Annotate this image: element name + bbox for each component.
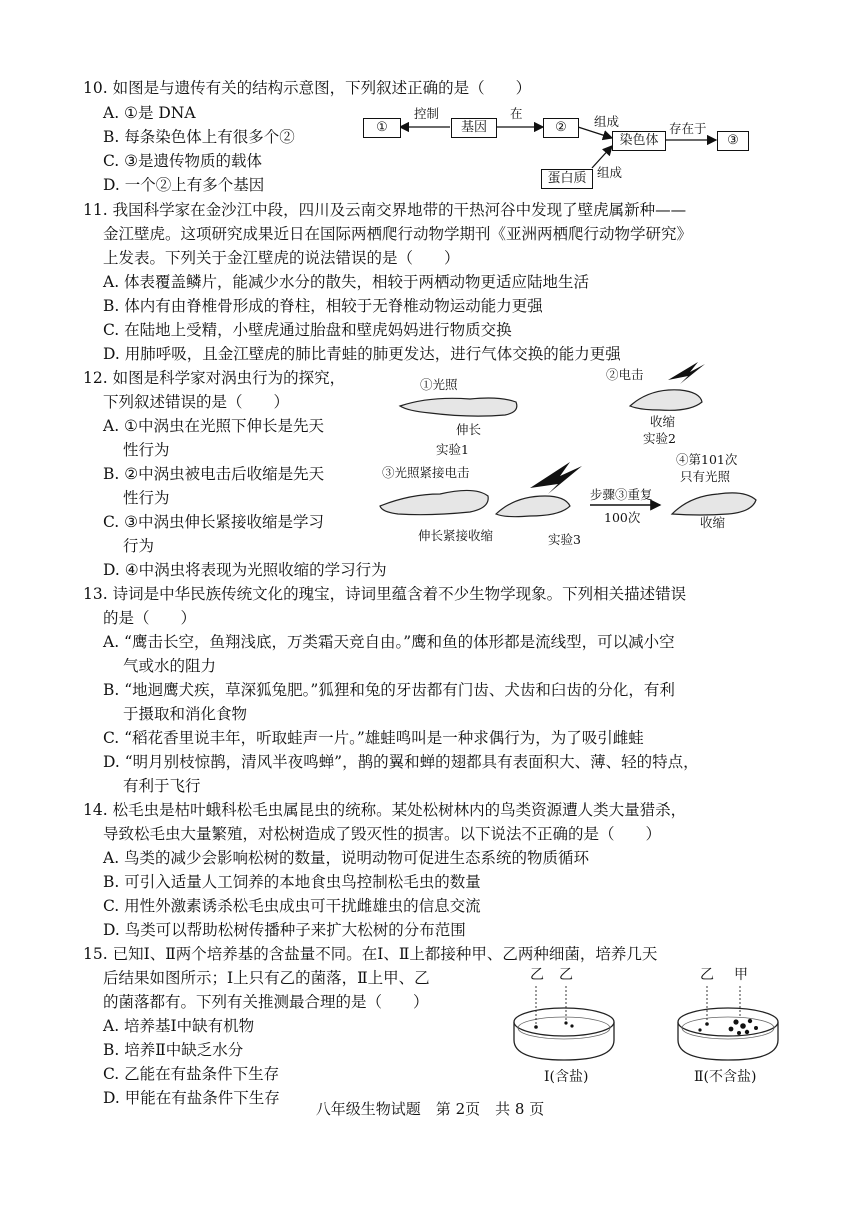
q13-stem-line-2: 的是（ ） — [103, 609, 197, 627]
q15-option-a: A. 培养基Ⅰ中缺有机物 — [103, 1017, 255, 1035]
q10-box-gene: 基因 — [451, 118, 497, 138]
q15-dish2-caption: Ⅱ(不含盐) — [694, 1069, 757, 1085]
q14-stem-line-2: 导致松毛虫大量繁殖，对松树造成了毁灭性的损害。以下说法不正确的是（ ） — [103, 825, 662, 843]
q11-option-a: A. 体表覆盖鳞片，能减少水分的散失，相较于两栖动物更适应陆地生活 — [103, 273, 590, 291]
q10-label-compose-bottom: 组成 — [597, 165, 623, 180]
q12-label-times: 100次 — [604, 510, 641, 525]
q12-label-stretch-contract: 伸长紧接收缩 — [418, 528, 494, 543]
q15-stem-line-3: 的菌落都有。下列有关推测最合理的是（ ） — [103, 993, 429, 1011]
q13-option-b-cont: 于摄取和消化食物 — [123, 705, 248, 723]
q12-label-exp3: 实验3 — [548, 532, 581, 547]
q12-label-contract4: 收缩 — [700, 515, 726, 530]
q10-label-exists-in: 存在于 — [669, 121, 707, 136]
q15-option-b: B. 培养Ⅱ中缺乏水分 — [103, 1041, 244, 1059]
q15-dish2-label-2: 甲 — [734, 967, 748, 983]
q12-label-exp2: 实验2 — [643, 431, 676, 446]
q12-option-a-cont: 性行为 — [123, 441, 170, 459]
q10-box-1: ① — [363, 118, 401, 138]
q11-stem-line-2: 金江壁虎。这项研究成果近日在国际两栖爬行动物学期刊《亚洲两栖爬行动物学研究》 — [103, 225, 693, 243]
q13-option-d-cont: 有利于飞行 — [123, 777, 201, 795]
q10-option-d: D. 一个②上有多个基因 — [103, 176, 265, 194]
q15-stem-line-2: 后结果如图所示；Ⅰ上只有乙的菌落，Ⅱ上甲、乙 — [103, 969, 430, 987]
q14-option-d: D. 鸟类可以帮助松树传播种子来扩大松树的分布范围 — [103, 921, 466, 939]
q12-label-light-shock: ③光照紧接电击 — [382, 465, 470, 480]
q10-option-c: C. ③是遗传物质的载体 — [103, 152, 263, 170]
petri-dish-1 — [514, 986, 614, 1060]
q11-option-b: B. 体内有由脊椎骨形成的脊柱，相较于无脊椎动物运动能力更强 — [103, 297, 543, 315]
q15-option-c: C. 乙能在有盐条件下生存 — [103, 1065, 280, 1083]
q10-label-in: 在 — [510, 106, 523, 121]
q11-stem-line-3: 上发表。下列关于金江壁虎的说法错误的是（ ） — [103, 249, 460, 267]
q11-option-d: D. 用肺呼吸，且金江壁虎的肺比青蛙的肺更发达，进行气体交换的能力更强 — [103, 345, 621, 363]
q13-option-b: B. “地迥鹰犬疾，草深狐兔肥。”狐狸和兔的牙齿都有门齿、犬齿和臼齿的分化，有利 — [103, 681, 675, 699]
q13-option-a-cont: 气或水的阻力 — [123, 657, 217, 675]
q15-dish1-label-1: 乙 — [530, 967, 544, 983]
q10-stem: 10. 如图是与遗传有关的结构示意图，下列叙述正确的是（ ） — [83, 79, 532, 97]
q10-box-protein: 蛋白质 — [541, 169, 593, 189]
q15-dish2-label-1: 乙 — [700, 967, 714, 983]
q12-stem-line-2: 下列叙述错误的是（ ） — [103, 393, 290, 411]
q10-option-a: A. ①是 DNA — [103, 104, 196, 122]
q12-label-stretch: 伸长 — [456, 422, 482, 437]
q12-label-trial101-line2: 只有光照 — [680, 469, 731, 484]
q15-stem-line-1: 15. 已知Ⅰ、Ⅱ两个培养基的含盐量不同。在Ⅰ、Ⅱ上都接种甲、乙两种细菌，培养几天 — [83, 945, 658, 963]
q12-label-exp1: 实验1 — [436, 442, 469, 457]
q10-box-chromosome: 染色体 — [612, 131, 666, 151]
q12-option-b-cont: 性行为 — [123, 489, 170, 507]
q12-label-trial101-line1: ④第101次 — [676, 452, 738, 467]
q13-option-c: C. “稻花香里说丰年，听取蛙声一片。”雄蛙鸣叫是一种求偶行为，为了吸引雌蛙 — [103, 729, 644, 747]
q12-label-light: ①光照 — [420, 377, 458, 392]
q10-box-3: ③ — [717, 131, 749, 151]
q12-stem-line-1: 12. 如图是科学家对涡虫行为的探究， — [83, 369, 346, 387]
q14-option-c: C. 用性外激素诱杀松毛虫成虫可干扰雌雄虫的信息交流 — [103, 897, 481, 915]
q12-option-d: D. ④中涡虫将表现为光照收缩的学习行为 — [103, 561, 387, 579]
q10-label-compose-top: 组成 — [594, 114, 620, 129]
q13-option-a: A. “鹰击长空，鱼翔浅底，万类霜天竞自由。”鹰和鱼的体形都是流线型，可以减小空 — [103, 633, 675, 651]
q10-box-2: ② — [543, 118, 579, 138]
q15-dish1-caption: Ⅰ(含盐) — [544, 1069, 589, 1085]
q11-stem-line-1: 11. 我国科学家在金沙江中段，四川及云南交界地带的干热河谷中发现了壁虎属新种—— — [83, 201, 687, 219]
page-footer: 八年级生物试题 第 2页 共 8 页 — [315, 1100, 545, 1118]
q10-option-b: B. 每条染色体上有很多个② — [103, 128, 295, 146]
q12-option-c: C. ③中涡虫伸长紧接收缩是学习 — [103, 513, 325, 531]
q15-dish1-label-2: 乙 — [559, 967, 573, 983]
q12-option-a: A. ①中涡虫在光照下伸长是先天 — [103, 417, 324, 435]
q11-option-c: C. 在陆地上受精，小壁虎通过胎盘和壁虎妈妈进行物质交换 — [103, 321, 512, 339]
q14-option-a: A. 鸟类的减少会影响松树的数量，说明动物可促进生态系统的物质循环 — [103, 849, 590, 867]
petri-dish-2 — [678, 986, 778, 1060]
q10-label-control: 控制 — [414, 106, 440, 121]
q12-option-c-cont: 行为 — [123, 537, 155, 555]
q13-option-d: D. “明月别枝惊鹊，清风半夜鸣蝉”，鹊的翼和蝉的翅都具有表面积大、薄、轻的特点， — [103, 753, 699, 771]
q12-label-contract: 收缩 — [650, 414, 676, 429]
q14-stem-line-1: 14. 松毛虫是枯叶蛾科松毛虫属昆虫的统称。某处松树林内的鸟类资源遭人类大量猎杀， — [83, 801, 687, 819]
q15-option-d: D. 甲能在有盐条件下生存 — [103, 1089, 280, 1107]
q14-option-b: B. 可引入适量人工饲养的本地食虫鸟控制松毛虫的数量 — [103, 873, 481, 891]
q13-stem-line-1: 13. 诗词是中华民族传统文化的瑰宝，诗词里蕴含着不少生物学现象。下列相关描述错误 — [83, 585, 687, 603]
q12-label-shock: ②电击 — [606, 367, 644, 382]
q12-option-b: B. ②中涡虫被电击后收缩是先天 — [103, 465, 325, 483]
q12-label-repeat: 步骤③重复 — [590, 487, 653, 502]
